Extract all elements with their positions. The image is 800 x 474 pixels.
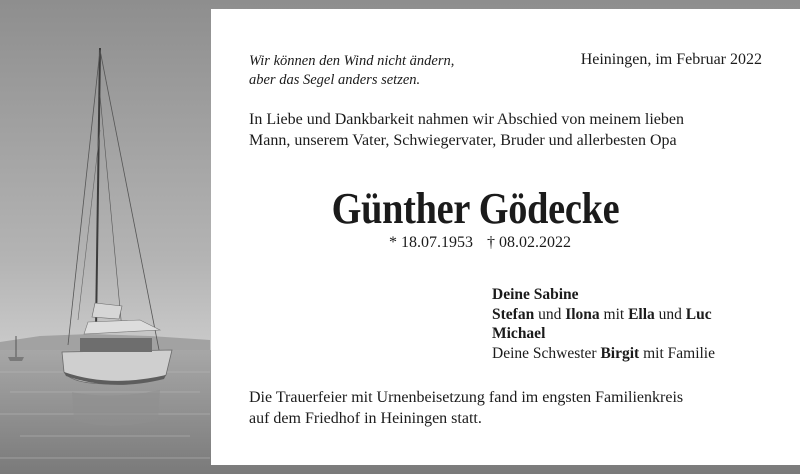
- mourner-name: Stefan: [492, 305, 535, 323]
- mourner-line-4: [492, 344, 715, 364]
- intro-line-2: Mann, unserem Vater, Schwiegervater, Bruder und allerbesten Opa: [249, 132, 677, 149]
- life-dates: [389, 234, 571, 252]
- intro-text: [249, 109, 684, 151]
- mourner-name: Birgit: [600, 344, 640, 362]
- mourner-wife: Deine Sabine: [492, 286, 579, 303]
- birth-date: * 18.07.1953: [389, 234, 473, 251]
- connector-text: und: [654, 305, 686, 323]
- mourner-name: Michael: [492, 325, 546, 342]
- motto-quote: [249, 52, 454, 90]
- service-notice: [249, 387, 683, 429]
- mourner-line-2: [492, 305, 715, 325]
- connector-text: und: [534, 305, 566, 323]
- death-date: † 08.02.2022: [487, 234, 571, 251]
- connector-text: Deine Schwester: [492, 344, 601, 362]
- intro-line-1: In Liebe und Dankbarkeit nahmen wir Abschied von meinem lieben: [249, 111, 684, 128]
- mourner-line-1: [492, 285, 715, 305]
- mourner-name: Ella: [628, 305, 655, 323]
- service-line-2: auf dem Friedhof in Heiningen statt.: [249, 410, 482, 427]
- connector-text: mit Familie: [639, 344, 715, 362]
- connector-text: mit: [599, 305, 629, 323]
- place-date: Heiningen, im Februar 2022: [580, 51, 762, 68]
- mourners-list: [492, 285, 715, 363]
- mourner-name: Ilona: [565, 305, 600, 323]
- service-line-1: Die Trauerfeier mit Urnenbeisetzung fand im engsten Familienkreis: [249, 389, 684, 406]
- motto-line-1: Wir können den Wind nicht ändern,: [249, 53, 455, 69]
- mourner-line-3: [492, 324, 715, 344]
- motto-line-2: aber das Segel anders setzen.: [249, 72, 421, 88]
- obituary-card: [211, 9, 800, 465]
- deceased-name: Günther Gödecke: [331, 184, 620, 233]
- mourner-name: Luc: [685, 305, 712, 323]
